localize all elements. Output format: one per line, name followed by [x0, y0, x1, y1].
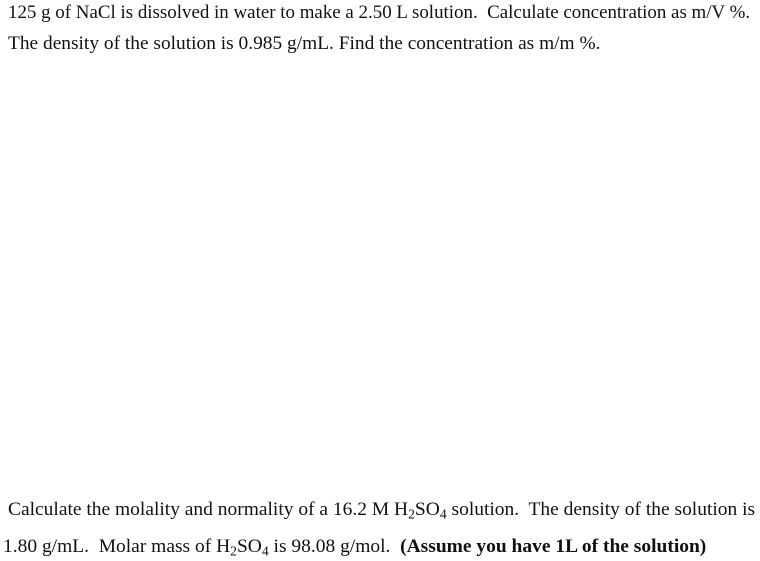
text: Calculate the molality and normality of a 16.2 M H [8, 499, 409, 520]
problem1-line2: The density of the solution is 0.985 g/mL. Find the concentration as m/m %. [8, 33, 601, 54]
text: 1.80 g/mL. Molar mass of H [3, 536, 231, 557]
text: solution. The density of the solution is [446, 499, 756, 520]
subscript: 2 [408, 506, 415, 522]
problem2-line2 [3, 536, 706, 558]
problem1-line1: 125 g of NaCl is dissolved in water to make a 2.50 L solution. Calculate concentration as m/V %. [8, 2, 751, 23]
subscript: 4 [261, 543, 269, 559]
text: SO [414, 499, 440, 520]
subscript: 2 [230, 543, 237, 559]
text: is 98.08 g/mol. [268, 536, 401, 557]
problem2-line1 [8, 499, 755, 521]
assumption-note: (Assume you have 1L of the solution) [400, 536, 707, 557]
text: SO [236, 536, 262, 557]
subscript: 4 [439, 506, 447, 522]
